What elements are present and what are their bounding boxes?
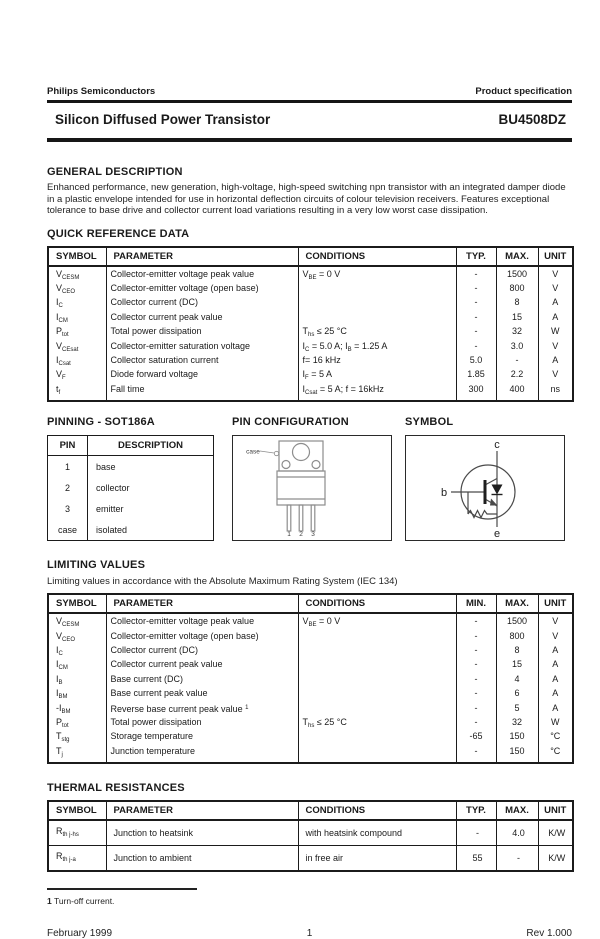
footer-revision: Rev 1.000 [526,928,572,939]
table-cell: $I_C$ [56,644,63,657]
table-row [48,717,573,731]
title-bar [47,103,572,138]
table-cell: $T_{hs} \le 25$ °C [298,717,456,731]
table-cell [298,283,456,297]
column-header: MAX. [496,594,538,613]
table-cell: 150 [496,746,538,763]
column-header: DESCRIPTION [88,436,214,456]
table-cell: $I_{Csat}$ [56,354,71,367]
table-header-row [48,594,573,613]
document-header [47,86,572,97]
doc-type-label: Product specification [475,86,572,97]
column-header: SYMBOL [56,250,97,262]
table-cell: V [538,613,573,630]
table-cell [298,688,456,702]
table-cell: - [496,355,538,369]
table-cell: °C [538,746,573,763]
collector-label: c [494,439,500,452]
table-cell: Reverse base current peak value $^1$ [106,703,298,717]
column-header: PIN [59,440,76,452]
table-row [48,297,573,311]
table-cell: °C [538,731,573,745]
document-footer [47,928,572,939]
table-cell: 150 [496,731,538,745]
table-cell: 5 [496,703,538,717]
table-row [48,341,573,355]
table-row [48,519,214,541]
table-cell: 15 [496,312,538,326]
table-row [48,688,573,702]
table-cell: Base current (DC) [106,674,298,688]
limiting-values-subtitle: Limiting values in accordance with the Absolute Maximum Rating System (IEC 134) [47,576,398,588]
table-cell: K/W [538,820,573,846]
table-cell: V [538,266,573,283]
case-label: case [246,448,260,456]
table-cell: $t_f$ [56,383,61,396]
table-cell: collector [88,477,214,498]
table-cell: - [456,659,496,673]
table-row [48,326,573,340]
table-cell: $T_{hs} \le 25$ °C [298,326,456,340]
table-row [48,266,573,283]
pinning-heading: PINNING - SOT186A [47,416,155,429]
table-cell: Collector current peak value [106,659,298,673]
table-cell: 300 [456,384,496,401]
quick-reference-table [47,246,574,403]
emitter-label: e [493,528,501,540]
table-cell: V [538,631,573,645]
diagrams-row [47,416,572,541]
table-row [48,631,573,645]
table-cell: Junction to ambient [106,846,298,872]
table-cell: $V_{CEO}$ [56,630,76,643]
table-cell: $I_C$ [56,297,63,310]
table-cell: A [538,703,573,717]
table-cell: $I_F = 5$ A [298,369,456,383]
footer-page-number: 1 [306,928,313,939]
table-cell: $V_{CESM}$ [56,616,80,629]
table-row [48,846,573,872]
table-row [48,613,573,630]
table-cell: $I_{BM}$ [56,688,68,701]
table-cell: Collector-emitter voltage (open base) [106,631,298,645]
table-row [48,498,214,519]
table-cell: 55 [456,846,496,872]
table-cell: f= 16 kHz [298,355,456,369]
table-cell: $R_{th j-hs}$ [56,826,79,839]
table-cell: K/W [538,846,573,872]
table-cell [298,659,456,673]
footnote [47,896,572,906]
table-header-row [48,436,214,456]
table-cell: - [456,717,496,731]
table-cell: - [456,341,496,355]
table-cell: Diode forward voltage [106,369,298,383]
table-cell: 1500 [496,613,538,630]
table-cell: Collector-emitter voltage peak value [106,613,298,630]
general-description-heading: GENERAL DESCRIPTION [47,166,183,178]
thermal-resistances-table [47,800,574,872]
table-cell [298,312,456,326]
table-cell: Collector-emitter saturation voltage [106,341,298,355]
table-row [48,731,573,745]
table-cell: 800 [496,631,538,645]
table-cell: in free air [298,846,456,872]
table-cell: $V_{BE} = 0$ V [298,613,456,630]
table-cell: $R_{th j-a}$ [48,846,106,872]
table-cell: Collector-emitter voltage (open base) [106,283,298,297]
page-title: Silicon Diffused Power Transistor [55,112,271,127]
table-cell: base [88,456,214,478]
table-cell: 800 [496,283,538,297]
table-cell: - [456,312,496,326]
limiting-values-table [47,593,574,764]
table-cell: W [538,717,573,731]
table-cell: Junction to heatsink [106,820,298,846]
table-cell: - [456,674,496,688]
table-cell: 8 [496,645,538,659]
table-cell: A [538,659,573,673]
column-header: SYMBOL [56,598,97,610]
table-cell: 6 [496,688,538,702]
table-cell: 1.85 [456,369,496,383]
table-cell: $T_j$ [56,745,63,758]
table-cell: case [57,524,77,535]
table-row [48,645,573,659]
table-cell: A [538,688,573,702]
table-cell: 4 [496,674,538,688]
table-cell: 1500 [496,266,538,283]
table-cell [298,674,456,688]
column-header: MAX. [496,247,538,266]
table-row [48,456,214,478]
footnote-text: Turn-off current. [53,896,115,907]
table-cell: - [456,703,496,717]
column-header: TYP. [456,247,496,266]
table-cell: 8 [496,297,538,311]
table-cell [298,703,456,717]
general-description-text: Enhanced performance, new generation, high-voltage, high-speed switching npn transistor with an integrated damper diode in a plastic envelope intended for use in horizontal deflection circuits of colour television receivers. Features exceptional tolerance to base drive and collector current load variations resulting in a very low worst case dissipation. [47,182,566,216]
pin-2-label: 2 [299,531,303,539]
table-cell: Collector current peak value [106,312,298,326]
symbol-heading: SYMBOL [405,416,454,429]
column-header: PARAMETER [106,801,298,820]
pinning-section [47,416,214,541]
column-header: SYMBOL [56,805,97,817]
table-cell: 4.0 [496,820,538,846]
table-cell [298,731,456,745]
table-cell: A [538,674,573,688]
table-cell: $P_{tot}$ [56,717,69,729]
table-cell: - [456,613,496,630]
table-cell: 2 [64,482,70,493]
table-cell: 2.2 [496,369,538,383]
pin-configuration-diagram [232,435,392,541]
table-cell: $T_{stg}$ [56,731,70,744]
column-header: MAX. [496,801,538,820]
table-cell: $I_{Csat} = 5$ A; f = 16kHz [298,384,456,401]
column-header: PARAMETER [106,594,298,613]
table-cell: - [456,688,496,702]
table-cell: V [538,369,573,383]
table-cell: $I_C = 5.0$ A; $I_B = 1.25$ A [298,341,456,355]
column-header: UNIT [538,801,573,820]
table-cell: Collector-emitter voltage peak value [106,266,298,283]
footnote-divider [47,888,197,890]
column-header: CONDITIONS [298,801,456,820]
table-row [48,384,573,401]
limiting-values-heading: LIMITING VALUES [47,559,146,572]
table-cell: Collector current (DC) [106,645,298,659]
table-cell: - [456,820,496,846]
pin-configuration-heading: PIN CONFIGURATION [232,416,349,429]
table-cell: 32 [496,326,538,340]
table-row [48,369,573,383]
header-rule-bottom [47,138,572,142]
table-cell: A [538,297,573,311]
table-cell: $I_B$ [56,673,63,686]
table-cell: 3 [64,503,70,514]
table-cell: emitter [88,498,214,519]
table-cell: Fall time [106,384,298,401]
table-row [48,674,573,688]
table-row [48,355,573,369]
table-row [48,659,573,673]
table-cell: isolated [88,519,214,541]
table-cell: $V_{CEsat}$ [56,340,79,353]
table-cell: with heatsink compound [298,820,456,846]
table-cell: A [538,645,573,659]
package-drawing-icon [233,436,390,539]
table-cell: - [456,746,496,763]
table-cell: 400 [496,384,538,401]
table-cell: V [538,283,573,297]
quick-reference-heading: QUICK REFERENCE DATA [47,227,190,240]
table-cell: 15 [496,659,538,673]
table-header-row [48,801,573,820]
table-row [48,703,573,717]
table-cell: A [538,312,573,326]
column-header: UNIT [538,247,573,266]
table-row [48,283,573,297]
table-cell: $P_{tot}$ [56,326,69,339]
table-cell: -65 [456,731,496,745]
table-cell: $-I_{BM}$ [56,702,71,715]
table-row [48,820,573,846]
column-header: CONDITIONS [298,594,456,613]
table-cell: Total power dissipation [106,326,298,340]
footnote-marker: 1 [47,896,52,907]
symbol-diagram [405,435,565,541]
pin-1-label: 1 [287,531,291,539]
table-cell [298,645,456,659]
table-cell: Collector current (DC) [106,297,298,311]
table-cell: - [456,326,496,340]
table-cell: - [456,645,496,659]
table-cell: $I_{CM}$ [56,659,68,672]
table-cell: Storage temperature [106,731,298,745]
table-cell: - [456,631,496,645]
table-row [48,746,573,763]
table-row [48,477,214,498]
column-header: TYP. [456,801,496,820]
table-header-row [48,247,573,266]
table-cell: - [456,283,496,297]
table-cell: 1 [64,461,70,472]
table-cell: W [538,326,573,340]
table-cell: V [538,341,573,355]
table-cell: $V_{BE} = 0$ V [298,266,456,283]
table-cell: $V_{CEO}$ [56,282,76,295]
table-cell: Junction temperature [106,746,298,763]
pin-3-label: 3 [311,531,315,539]
brand-name: Philips Semiconductors [47,86,156,97]
part-number: BU4508DZ [498,112,566,127]
table-cell [298,746,456,763]
base-label: b [440,487,448,500]
column-header: MIN. [456,594,496,613]
transistor-symbol-icon [406,436,563,539]
column-header: CONDITIONS [298,247,456,266]
table-cell: ns [538,384,573,401]
table-cell: - [456,297,496,311]
table-cell: 3.0 [496,341,538,355]
table-cell: Collector saturation current [106,355,298,369]
table-cell [298,631,456,645]
table-cell: - [456,266,496,283]
table-cell: A [538,355,573,369]
table-row [48,312,573,326]
column-header: UNIT [538,594,573,613]
pinning-table [47,435,214,541]
table-cell: Base current peak value [106,688,298,702]
table-cell: $V_{CESM}$ [56,268,80,281]
footer-date: February 1999 [47,928,113,939]
table-cell: $I_{CM}$ [56,311,68,324]
table-cell: 32 [496,717,538,731]
pin-configuration-section [232,416,392,541]
thermal-resistances-heading: THERMAL RESISTANCES [47,782,185,795]
table-cell: 5.0 [456,355,496,369]
table-cell: - [496,846,538,872]
table-cell: Total power dissipation [106,717,298,731]
table-cell: $V_F$ [56,369,66,382]
column-header: PARAMETER [106,247,298,266]
table-cell [298,297,456,311]
symbol-section [405,416,565,541]
